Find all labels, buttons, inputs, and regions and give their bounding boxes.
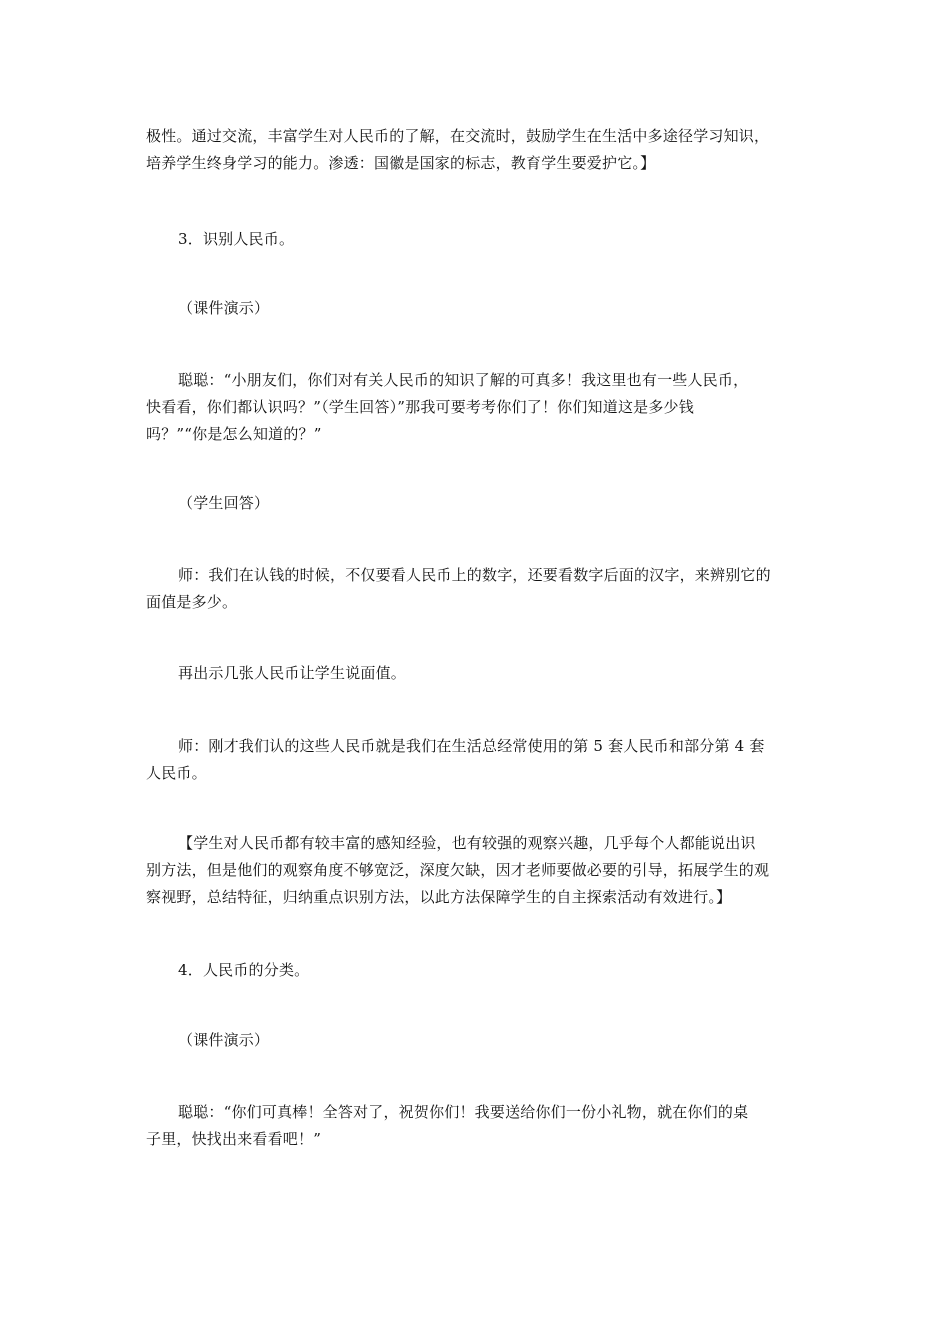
text-line: 吗？”“你是怎么知道的？” [146, 425, 322, 443]
paragraph-courseware-demo-2 [146, 1027, 810, 1054]
text-line: 极性。通过交流，丰富学生对人民币的了解，在交流时，鼓励学生在生活中多途径学习知识， [146, 127, 770, 145]
text-line: （课件演示） [178, 1031, 270, 1049]
text-line: 【学生对人民币都有较丰富的感知经验，也有较强的观察兴趣，几乎每个人都能说出识 [178, 834, 756, 852]
paragraph-teacher-explain [146, 562, 810, 616]
paragraph-teacher-summary [146, 733, 810, 787]
text-line: （学生回答） [178, 494, 270, 512]
text-line: 人民币。 [146, 764, 207, 782]
text-line: 聪聪：“小朋友们，你们对有关人民币的知识了解的可真多！我这里也有一些人民币， [178, 371, 749, 389]
text-line: 察视野，总结特征，归纳重点识别方法，以此方法保障学生的自主探索活动有效进行。】 [146, 888, 732, 906]
text-line: 师：我们在认钱的时候，不仅要看人民币上的数字，还要看数字后面的汉字，来辨别它的 [178, 566, 771, 584]
section-heading-identify-rmb [146, 226, 810, 253]
paragraph-show-more [146, 660, 810, 687]
paragraph-congcong-dialogue [146, 367, 810, 448]
text-line: （课件演示） [178, 299, 270, 317]
section-heading-classify-rmb [146, 957, 810, 984]
text-line: 快看看，你们都认识吗？”（学生回答）”那我可要考考你们了！你们知道这是多少钱 [146, 398, 694, 416]
text-line: 面值是多少。 [146, 593, 238, 611]
paragraph-congcong-gift [146, 1099, 810, 1153]
text-line: 培养学生终身学习的能力。渗透：国徽是国家的标志，教育学生要爱护它。】 [146, 154, 656, 172]
paragraph-courseware-demo [146, 295, 810, 322]
text-line: 3．识别人民币。 [178, 230, 295, 248]
text-line: 子里，快找出来看看吧！” [146, 1130, 322, 1148]
text-line: 再出示几张人民币让学生说面值。 [178, 664, 407, 682]
text-line: 别方法，但是他们的观察角度不够宽泛，深度欠缺，因才老师要做必要的引导，拓展学生的观 [146, 861, 770, 879]
paragraph-design-note [146, 830, 810, 911]
text-line: 4．人民币的分类。 [178, 961, 310, 979]
paragraph-intro-ending [146, 123, 810, 177]
text-line: 师：刚才我们认的这些人民币就是我们在生活总经常使用的第 5 套人民币和部分第 4 套 [178, 737, 765, 755]
text-line: 聪聪：“你们可真棒！全答对了，祝贺你们！我要送给你们一份小礼物，就在你们的桌 [178, 1103, 749, 1121]
paragraph-student-answer [146, 490, 810, 517]
